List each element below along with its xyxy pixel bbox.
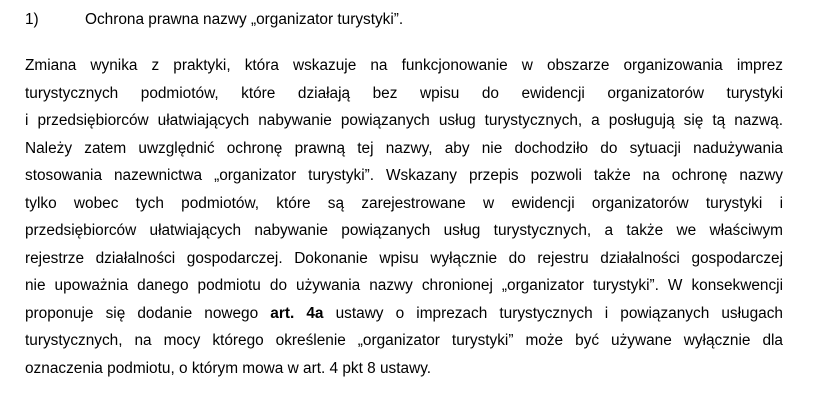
section-title: Ochrona prawna nazwy „organizator turystyki”. xyxy=(85,11,404,28)
paragraph-line: turystycznych, na mocy którego określenie „organizator turystyki” może być używane wyłącznie dla xyxy=(25,332,783,349)
paragraph-line: Należy zatem uwzględnić ochronę prawną tej nazwy, aby nie dochodziło do sytuacji nadużywania xyxy=(25,139,783,157)
article-reference: art. 4a xyxy=(270,304,324,322)
paragraph-line: Zmiana wynika z praktyki, która wskazuje na funkcjonowanie w obszarze organizowania imprez xyxy=(25,57,783,74)
paragraph-last-line: oznaczenia podmiotu, o którym mowa w art. 4 pkt 8 ustawy. xyxy=(25,359,432,377)
section-number: 1) xyxy=(25,11,39,28)
paragraph-line: turystycznych podmiotów, które działają bez wpisu do ewidencji organizatorów turystyki xyxy=(25,84,783,102)
line-text-before: proponuje się dodanie nowego xyxy=(25,304,271,322)
paragraph-line: i przedsiębiorców ułatwiających nabywanie powiązanych usług turystycznych, a posługują się tą nazwą. xyxy=(25,112,783,129)
paragraph-line: nie upoważnia danego podmiotu do używania nazwy chronionej „organizator turystyki”. W konsekwencji xyxy=(25,277,783,294)
paragraph-line: przedsiębiorców ułatwiających nabywanie powiązanych usług turystycznych, a także we właściwym xyxy=(25,222,783,239)
section-heading xyxy=(25,10,403,30)
paragraph-line-with-article-ref xyxy=(25,304,783,332)
paragraph-line: tylko wobec tych podmiotów, które są zarejestrowane w ewidencji organizatorów turystyki i xyxy=(25,194,783,212)
paragraph-line: stosowania nazewnictwa „organizator turystyki”. Wskazany przepis pozwoli także na ochronę nazwy xyxy=(25,167,783,184)
paragraph-line: rejestrze działalności gospodarczej. Dokonanie wpisu wyłącznie do rejestru działalności gospodarczej xyxy=(25,249,783,267)
line-text-after: ustawy o imprezach turystycznych i powiązanych usługach xyxy=(323,304,783,322)
body-paragraph xyxy=(25,56,783,386)
